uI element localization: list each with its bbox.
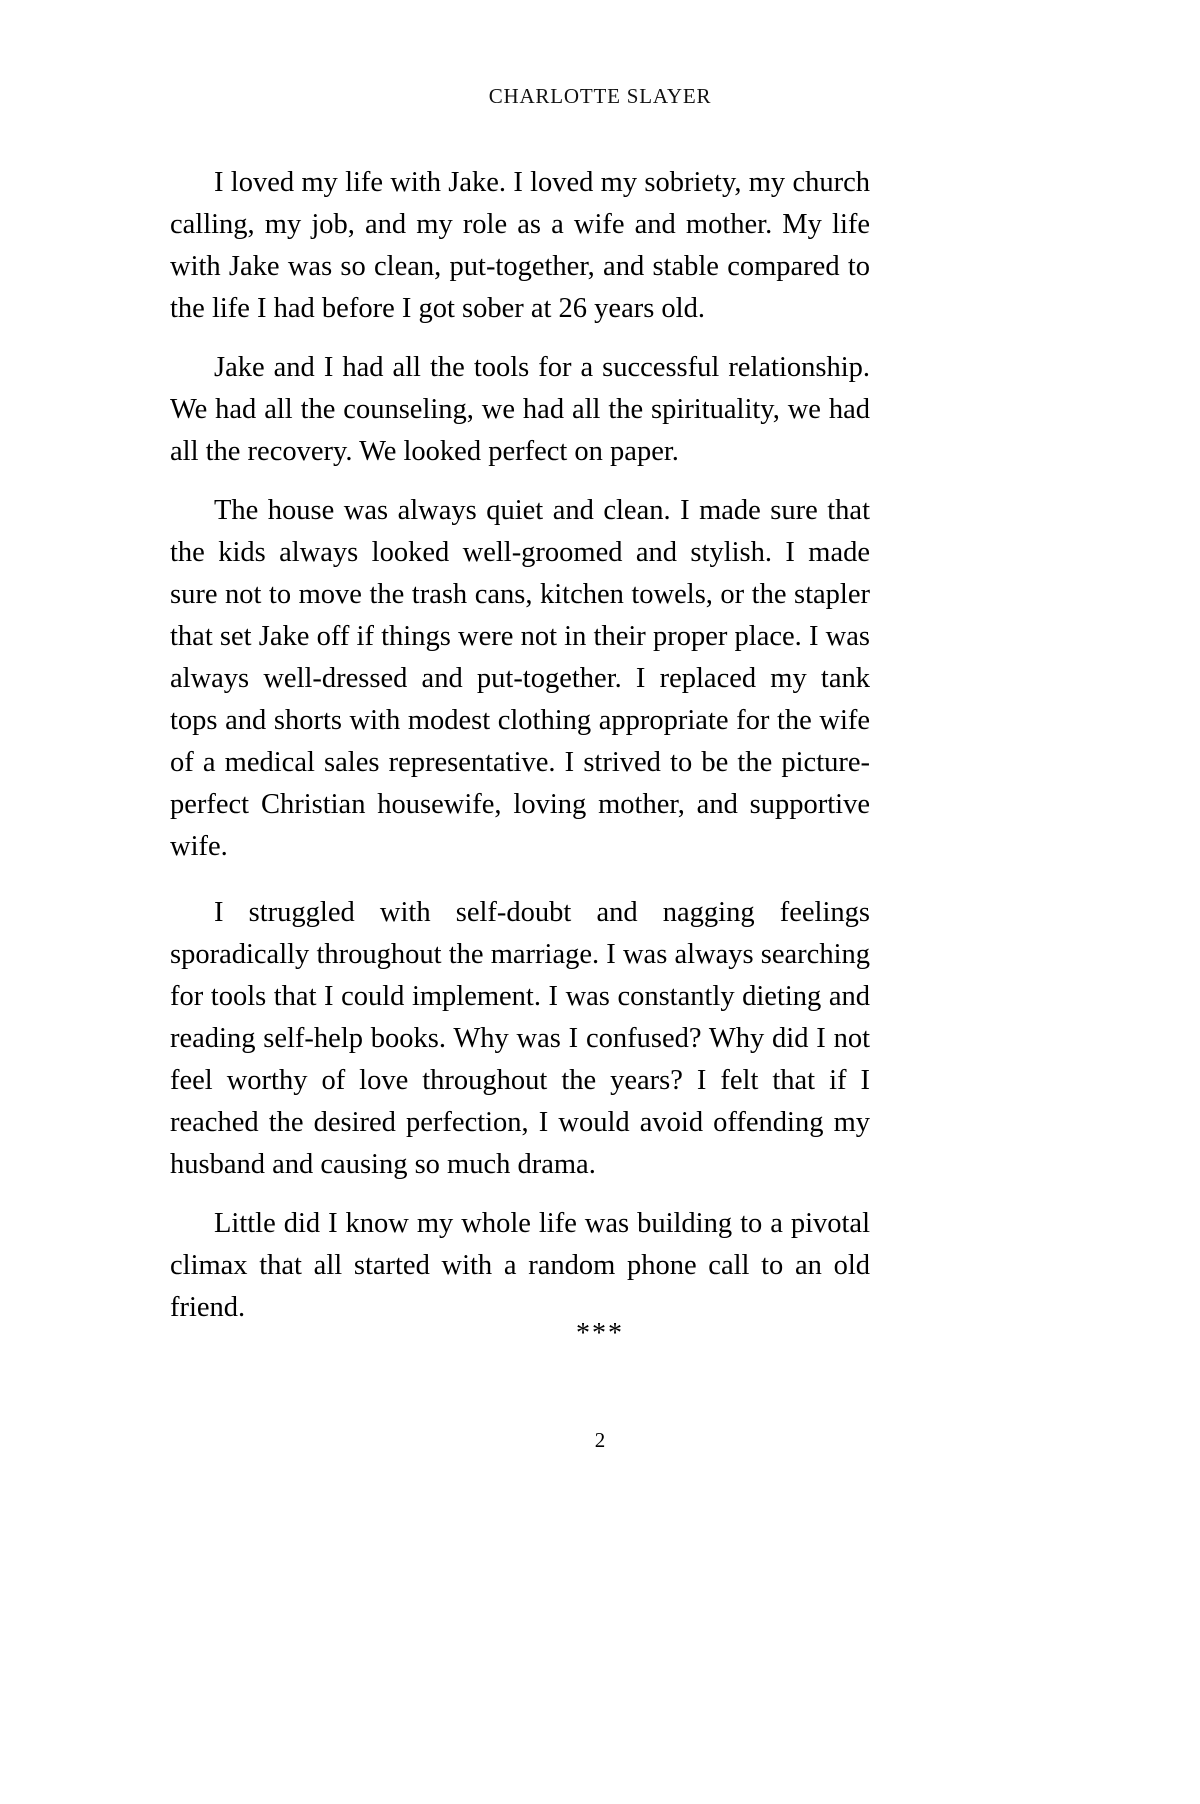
paragraph-4: I struggled with self-doubt and nagging feelings sporadically throughout the marriage. I was always searching for tools that I could implement. I was constantly dieting and reading self-help books. Why was I confused? Why did I not feel worthy of love throughout the years? I felt that if I reached the desired perfection, I would avoid offending my husband and causing so much drama. xyxy=(170,897,870,1180)
page-number: 2 xyxy=(594,1428,606,1452)
scene-break-asterisks: *** xyxy=(576,1318,624,1349)
paragraph-5: Little did I know my whole life was building to a pivotal climax that all started with a random phone call to an old friend. xyxy=(170,1208,870,1323)
paragraph-1: I loved my life with Jake. I loved my sobriety, my church calling, my job, and my role as a wife and mother. My life with Jake was so clean, put-together, and stable compared to the life I had before I got sober at 26 years old. xyxy=(170,167,870,324)
running-header: CHARLOTTE SLAYER xyxy=(488,84,712,108)
body-text-column xyxy=(170,162,870,1329)
paragraph-2: Jake and I had all the tools for a successful relationship. We had all the counseling, we had all the spirituality, we had all the recovery. We looked perfect on paper. xyxy=(170,352,870,467)
paragraph-3: The house was always quiet and clean. I made sure that the kids always looked well-groomed and stylish. I made sure not to move the trash cans, kitchen towels, or the stapler that set Jake off if things were not in their proper place. I was always well-dressed and put-together. I replaced my tank tops and shorts with modest clothing appropriate for the wife of a medical sales representative. I strived to be the picture-perfect Christian housewife, loving mother, and supportive wife. xyxy=(170,495,870,862)
